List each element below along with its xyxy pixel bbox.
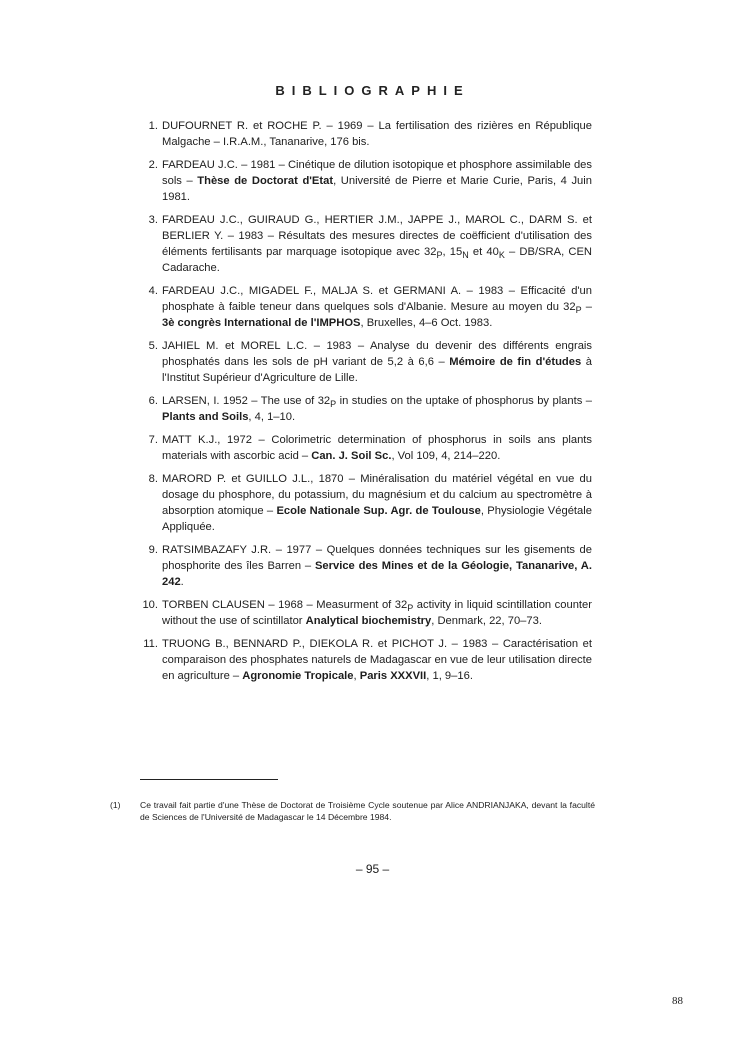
reference-number: 5. bbox=[148, 340, 158, 352]
reference-text: MARORD P. et GUILLO J.L., 1870 – Minéralisation du matériel végétal en vue du dosage du phosphore, du potassium, du magnésium et du calcium au spectromètre à absorption atomique – bbox=[162, 473, 592, 517]
reference-source: Ecole Nationale Sup. Agr. de Toulouse bbox=[276, 505, 481, 517]
isotope-subscript: P bbox=[436, 250, 443, 260]
reference-item bbox=[142, 636, 592, 684]
reference-text: TORBEN CLAUSEN – 1968 – Measurment of 32 bbox=[162, 599, 408, 611]
reference-text: à l'Institut Supérieur d'Agriculture de Lille. bbox=[162, 356, 592, 384]
reference-number: 1. bbox=[148, 120, 158, 132]
reference-item bbox=[142, 432, 592, 464]
reference-source: Paris XXXVII bbox=[359, 670, 427, 682]
reference-number: 10. bbox=[142, 599, 158, 611]
reference-text: – bbox=[581, 301, 592, 313]
reference-number: 11. bbox=[143, 638, 158, 650]
sheet-number: 88 bbox=[672, 995, 683, 1007]
reference-source: Can. J. Soil Sc. bbox=[311, 450, 392, 462]
reference-source: Analytical biochemistry bbox=[305, 615, 432, 627]
footnote bbox=[110, 799, 595, 823]
reference-text: activity in liquid scintillation counter without the use of scintillator bbox=[162, 599, 592, 627]
reference-text: TRUONG B., BENNARD P., DIEKOLA R. et PICHOT J. – 1983 – Caractérisation et comparaison des phosphates naturels de Madagascar en vue de leur utilisation directe en agriculture – bbox=[162, 638, 592, 682]
reference-text: MATT K.J., 1972 – Colorimetric determination of phosphorus in soils ans plants materials with ascorbic acid – bbox=[162, 434, 592, 462]
reference-text: et 40 bbox=[468, 246, 499, 258]
reference-text: , Vol 109, 4, 214–220. bbox=[391, 450, 501, 462]
reference-number: 8. bbox=[148, 473, 158, 485]
reference-text: , bbox=[353, 670, 360, 682]
page-number: – 95 – bbox=[355, 862, 390, 876]
reference-text: , Physiologie Végétale Appliquée. bbox=[162, 505, 592, 533]
reference-text: LARSEN, I. 1952 – The use of 32 bbox=[162, 395, 331, 407]
reference-item bbox=[142, 393, 592, 425]
reference-text: . bbox=[180, 576, 184, 588]
reference-item bbox=[142, 118, 592, 150]
reference-text: FARDEAU J.C. – 1981 – Cinétique de dilution isotopique et phosphore assimilable des sols – bbox=[162, 159, 592, 187]
footnote-divider bbox=[140, 779, 278, 780]
reference-item bbox=[142, 542, 592, 590]
isotope-subscript: P bbox=[330, 399, 337, 409]
reference-text: FARDEAU J.C., MIGADEL F., MALJA S. et GERMANI A. – 1983 – Efficacité d'un phosphate à faible teneur dans quelques sols d'Albanie. Mesure au moyen du 32 bbox=[162, 285, 592, 313]
reference-item bbox=[142, 212, 592, 276]
reference-source: Thèse de Doctorat d'Etat bbox=[197, 175, 334, 187]
reference-item bbox=[142, 597, 592, 629]
reference-item bbox=[142, 471, 592, 535]
reference-text: JAHIEL M. et MOREL L.C. – 1983 – Analyse du devenir des différents engrais phosphatés dans les sols de pH variant de 5,2 à 6,6 – bbox=[162, 340, 592, 368]
reference-number: 7. bbox=[148, 434, 158, 446]
reference-source: Agronomie Tropicale bbox=[242, 670, 354, 682]
reference-text: , Denmark, 22, 70–73. bbox=[431, 615, 542, 627]
footnote-text: Ce travail fait partie d'une Thèse de Doctorat de Troisième Cycle soutenue par Alice ANDRIANJAKA, devant la faculté de Sciences de l'Université de Madagascar le 14 Décembre 1984. bbox=[140, 800, 595, 822]
reference-number: 6. bbox=[148, 395, 158, 407]
reference-number: 2. bbox=[148, 159, 158, 171]
reference-source: 3è congrès International de l'IMPHOS bbox=[162, 317, 361, 329]
reference-text: , 4, 1–10. bbox=[248, 411, 296, 423]
reference-text: , Bruxelles, 4–6 Oct. 1983. bbox=[360, 317, 493, 329]
reference-item bbox=[142, 157, 592, 205]
reference-source: Mémoire de fin d'études bbox=[449, 356, 582, 368]
reference-text: , 1, 9–16. bbox=[426, 670, 473, 682]
page-title: BIBLIOGRAPHIE bbox=[275, 83, 470, 98]
reference-list bbox=[142, 118, 592, 691]
reference-number: 3. bbox=[148, 214, 158, 226]
isotope-subscript: P bbox=[407, 603, 414, 613]
isotope-subscript: N bbox=[462, 250, 469, 260]
reference-text: , Université de Pierre et Marie Curie, Paris, 4 Juin 1981. bbox=[162, 175, 592, 203]
reference-text: – DB/SRA, CEN Cadarache. bbox=[162, 246, 592, 274]
reference-number: 9. bbox=[148, 544, 158, 556]
reference-text: DUFOURNET R. et ROCHE P. – 1969 – La fertilisation des rizières en République Malgache – I.R.A.M., Tananarive, 176 bis. bbox=[162, 120, 592, 148]
isotope-subscript: P bbox=[575, 305, 582, 315]
reference-source: Service des Mines et de la Géologie, Tananarive, A. 242 bbox=[162, 560, 592, 588]
reference-text: FARDEAU J.C., GUIRAUD G., HERTIER J.M., JAPPE J., MAROL C., DARM S. et BERLIER Y. – 1983 – Résultats des mesures directes de coëfficient d'utilisation des éléments fertilisants par marquage isotopique avec 32 bbox=[162, 214, 592, 258]
isotope-subscript: K bbox=[498, 250, 505, 260]
footnote-marker: (1) bbox=[110, 800, 121, 810]
reference-item bbox=[142, 283, 592, 331]
reference-text: in studies on the uptake of phosphorus by plants – bbox=[336, 395, 592, 407]
reference-text: RATSIMBAZAFY J.R. – 1977 – Quelques données techniques sur les gisements de phosphorite des îles Barren – bbox=[162, 544, 592, 572]
reference-source: Plants and Soils bbox=[162, 411, 249, 423]
reference-item bbox=[142, 338, 592, 386]
reference-text: , 15 bbox=[442, 246, 463, 258]
reference-number: 4. bbox=[148, 285, 158, 297]
